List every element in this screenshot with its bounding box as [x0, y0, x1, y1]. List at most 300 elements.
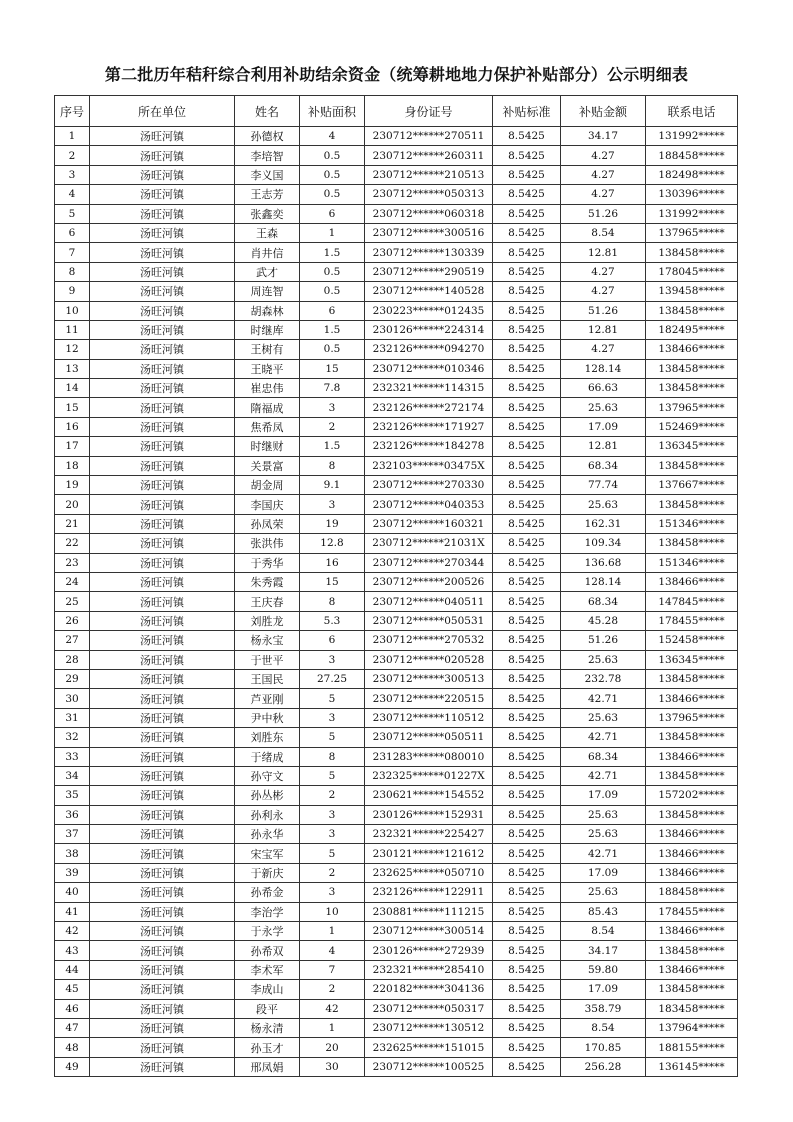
id-number-cell: 230712******040511	[365, 592, 493, 611]
phone-cell: 137964*****	[646, 1018, 738, 1037]
name-cell: 李培智	[235, 146, 300, 165]
standard-cell: 8.5425	[493, 592, 561, 611]
area-cell: 0.5	[300, 185, 365, 204]
standard-cell: 8.5425	[493, 1038, 561, 1057]
phone-cell: 138466*****	[646, 340, 738, 359]
phone-cell: 152469*****	[646, 417, 738, 436]
amount-cell: 42.71	[561, 689, 646, 708]
unit-cell: 汤旺河镇	[90, 650, 235, 669]
serial-cell: 20	[55, 495, 90, 514]
id-number-cell: 230712******270532	[365, 631, 493, 650]
id-number-cell: 230712******100525	[365, 1057, 493, 1076]
standard-cell: 8.5425	[493, 379, 561, 398]
standard-cell: 8.5425	[493, 825, 561, 844]
serial-cell: 33	[55, 747, 90, 766]
amount-cell: 42.71	[561, 728, 646, 747]
area-cell: 27.25	[300, 669, 365, 688]
table-row	[55, 185, 738, 204]
name-cell: 孙利永	[235, 805, 300, 824]
area-cell: 1	[300, 223, 365, 242]
unit-cell: 汤旺河镇	[90, 844, 235, 863]
amount-cell: 4.27	[561, 262, 646, 281]
id-number-cell: 230712******300513	[365, 669, 493, 688]
phone-cell: 138458*****	[646, 669, 738, 688]
serial-cell: 13	[55, 359, 90, 378]
name-cell: 杨永宝	[235, 631, 300, 650]
id-number-cell: 232321******114315	[365, 379, 493, 398]
phone-cell: 157202*****	[646, 786, 738, 805]
serial-cell: 5	[55, 204, 90, 223]
id-number-cell: 230712******210513	[365, 165, 493, 184]
name-cell: 朱秀霞	[235, 572, 300, 591]
area-cell: 2	[300, 980, 365, 999]
standard-cell: 8.5425	[493, 320, 561, 339]
table-row	[55, 766, 738, 785]
serial-cell: 2	[55, 146, 90, 165]
phone-cell: 137667*****	[646, 476, 738, 495]
area-cell: 9.1	[300, 476, 365, 495]
area-cell: 19	[300, 514, 365, 533]
amount-cell: 68.34	[561, 456, 646, 475]
amount-cell: 232.78	[561, 669, 646, 688]
header-unit: 所在单位	[90, 96, 235, 127]
amount-cell: 256.28	[561, 1057, 646, 1076]
unit-cell: 汤旺河镇	[90, 883, 235, 902]
area-cell: 8	[300, 456, 365, 475]
unit-cell: 汤旺河镇	[90, 282, 235, 301]
phone-cell: 138458*****	[646, 766, 738, 785]
area-cell: 5	[300, 728, 365, 747]
standard-cell: 8.5425	[493, 650, 561, 669]
id-number-cell: 230712******040353	[365, 495, 493, 514]
phone-cell: 182495*****	[646, 320, 738, 339]
id-number-cell: 230712******050313	[365, 185, 493, 204]
serial-cell: 15	[55, 398, 90, 417]
phone-cell: 137965*****	[646, 708, 738, 727]
table-row	[55, 359, 738, 378]
amount-cell: 4.27	[561, 165, 646, 184]
table-row	[55, 476, 738, 495]
header-subsidy-area: 补贴面积	[300, 96, 365, 127]
table-row	[55, 728, 738, 747]
id-number-cell: 232126******122911	[365, 883, 493, 902]
area-cell: 0.5	[300, 340, 365, 359]
name-cell: 崔忠伟	[235, 379, 300, 398]
area-cell: 42	[300, 999, 365, 1018]
unit-cell: 汤旺河镇	[90, 495, 235, 514]
area-cell: 4	[300, 127, 365, 146]
name-cell: 芦亚刚	[235, 689, 300, 708]
table-row	[55, 863, 738, 882]
unit-cell: 汤旺河镇	[90, 1018, 235, 1037]
header-subsidy-standard: 补贴标准	[493, 96, 561, 127]
serial-cell: 7	[55, 243, 90, 262]
id-number-cell: 232126******171927	[365, 417, 493, 436]
amount-cell: 34.17	[561, 941, 646, 960]
table-row	[55, 127, 738, 146]
table-row	[55, 223, 738, 242]
id-number-cell: 230712******200526	[365, 572, 493, 591]
serial-cell: 8	[55, 262, 90, 281]
amount-cell: 25.63	[561, 398, 646, 417]
name-cell: 于永学	[235, 922, 300, 941]
name-cell: 李成山	[235, 980, 300, 999]
name-cell: 于绪成	[235, 747, 300, 766]
area-cell: 0.5	[300, 282, 365, 301]
area-cell: 7	[300, 960, 365, 979]
name-cell: 宋宝军	[235, 844, 300, 863]
standard-cell: 8.5425	[493, 766, 561, 785]
area-cell: 30	[300, 1057, 365, 1076]
serial-cell: 16	[55, 417, 90, 436]
standard-cell: 8.5425	[493, 708, 561, 727]
serial-cell: 28	[55, 650, 90, 669]
phone-cell: 138466*****	[646, 825, 738, 844]
amount-cell: 51.26	[561, 301, 646, 320]
id-number-cell: 220182******304136	[365, 980, 493, 999]
area-cell: 1.5	[300, 320, 365, 339]
unit-cell: 汤旺河镇	[90, 747, 235, 766]
table-row	[55, 282, 738, 301]
name-cell: 段平	[235, 999, 300, 1018]
serial-cell: 42	[55, 922, 90, 941]
amount-cell: 109.34	[561, 534, 646, 553]
table-row	[55, 262, 738, 281]
table-row	[55, 960, 738, 979]
amount-cell: 17.09	[561, 417, 646, 436]
amount-cell: 8.54	[561, 223, 646, 242]
amount-cell: 68.34	[561, 592, 646, 611]
table-row	[55, 689, 738, 708]
standard-cell: 8.5425	[493, 805, 561, 824]
standard-cell: 8.5425	[493, 534, 561, 553]
serial-cell: 18	[55, 456, 90, 475]
table-row	[55, 165, 738, 184]
id-number-cell: 232126******272174	[365, 398, 493, 417]
area-cell: 4	[300, 941, 365, 960]
phone-cell: 131992*****	[646, 204, 738, 223]
id-number-cell: 230712******220515	[365, 689, 493, 708]
name-cell: 李国庆	[235, 495, 300, 514]
serial-cell: 48	[55, 1038, 90, 1057]
name-cell: 李义国	[235, 165, 300, 184]
phone-cell: 131992*****	[646, 127, 738, 146]
name-cell: 时继财	[235, 437, 300, 456]
table-row	[55, 669, 738, 688]
unit-cell: 汤旺河镇	[90, 165, 235, 184]
phone-cell: 138466*****	[646, 863, 738, 882]
standard-cell: 8.5425	[493, 999, 561, 1018]
table-row	[55, 708, 738, 727]
serial-cell: 32	[55, 728, 90, 747]
unit-cell: 汤旺河镇	[90, 728, 235, 747]
phone-cell: 138466*****	[646, 747, 738, 766]
serial-cell: 45	[55, 980, 90, 999]
serial-cell: 21	[55, 514, 90, 533]
serial-cell: 3	[55, 165, 90, 184]
name-cell: 时继库	[235, 320, 300, 339]
table-row	[55, 999, 738, 1018]
area-cell: 0.5	[300, 146, 365, 165]
serial-cell: 34	[55, 766, 90, 785]
standard-cell: 8.5425	[493, 941, 561, 960]
phone-cell: 178455*****	[646, 611, 738, 630]
unit-cell: 汤旺河镇	[90, 592, 235, 611]
amount-cell: 8.54	[561, 922, 646, 941]
area-cell: 3	[300, 805, 365, 824]
table-row	[55, 1018, 738, 1037]
id-number-cell: 230712******140528	[365, 282, 493, 301]
area-cell: 6	[300, 204, 365, 223]
name-cell: 杨永清	[235, 1018, 300, 1037]
table-row	[55, 204, 738, 223]
serial-cell: 26	[55, 611, 90, 630]
area-cell: 8	[300, 747, 365, 766]
name-cell: 于新庆	[235, 863, 300, 882]
name-cell: 刘胜东	[235, 728, 300, 747]
standard-cell: 8.5425	[493, 262, 561, 281]
phone-cell: 137965*****	[646, 223, 738, 242]
amount-cell: 17.09	[561, 786, 646, 805]
unit-cell: 汤旺河镇	[90, 340, 235, 359]
phone-cell: 138466*****	[646, 572, 738, 591]
document-title: 第二批历年秸秆综合利用补助结余资金（统筹耕地地力保护补贴部分）公示明细表	[104, 65, 689, 84]
serial-cell: 22	[55, 534, 90, 553]
phone-cell: 178045*****	[646, 262, 738, 281]
area-cell: 2	[300, 863, 365, 882]
amount-cell: 42.71	[561, 844, 646, 863]
unit-cell: 汤旺河镇	[90, 941, 235, 960]
amount-cell: 4.27	[561, 282, 646, 301]
serial-cell: 39	[55, 863, 90, 882]
phone-cell: 188458*****	[646, 146, 738, 165]
table-row	[55, 243, 738, 262]
unit-cell: 汤旺河镇	[90, 359, 235, 378]
unit-cell: 汤旺河镇	[90, 669, 235, 688]
table-row	[55, 941, 738, 960]
phone-cell: 138458*****	[646, 805, 738, 824]
area-cell: 6	[300, 301, 365, 320]
unit-cell: 汤旺河镇	[90, 417, 235, 436]
amount-cell: 25.63	[561, 650, 646, 669]
standard-cell: 8.5425	[493, 165, 561, 184]
unit-cell: 汤旺河镇	[90, 611, 235, 630]
id-number-cell: 230712******050511	[365, 728, 493, 747]
table-row	[55, 650, 738, 669]
standard-cell: 8.5425	[493, 417, 561, 436]
table-row	[55, 883, 738, 902]
unit-cell: 汤旺河镇	[90, 766, 235, 785]
phone-cell: 137965*****	[646, 398, 738, 417]
id-number-cell: 230712******21031X	[365, 534, 493, 553]
table-row	[55, 805, 738, 824]
name-cell: 刘胜龙	[235, 611, 300, 630]
phone-cell: 183458*****	[646, 999, 738, 1018]
phone-cell: 147845*****	[646, 592, 738, 611]
unit-cell: 汤旺河镇	[90, 204, 235, 223]
area-cell: 3	[300, 650, 365, 669]
id-number-cell: 230712******010346	[365, 359, 493, 378]
serial-cell: 12	[55, 340, 90, 359]
area-cell: 3	[300, 398, 365, 417]
table-row	[55, 747, 738, 766]
name-cell: 王森	[235, 223, 300, 242]
unit-cell: 汤旺河镇	[90, 999, 235, 1018]
serial-cell: 11	[55, 320, 90, 339]
name-cell: 胡金周	[235, 476, 300, 495]
name-cell: 邢凤娟	[235, 1057, 300, 1076]
area-cell: 3	[300, 708, 365, 727]
amount-cell: 17.09	[561, 980, 646, 999]
unit-cell: 汤旺河镇	[90, 922, 235, 941]
phone-cell: 188155*****	[646, 1038, 738, 1057]
area-cell: 0.5	[300, 262, 365, 281]
unit-cell: 汤旺河镇	[90, 301, 235, 320]
id-number-cell: 230712******050531	[365, 611, 493, 630]
amount-cell: 51.26	[561, 204, 646, 223]
table-row	[55, 631, 738, 650]
table-row	[55, 301, 738, 320]
phone-cell: 151346*****	[646, 514, 738, 533]
amount-cell: 77.74	[561, 476, 646, 495]
area-cell: 15	[300, 359, 365, 378]
name-cell: 孙守文	[235, 766, 300, 785]
name-cell: 孙玉才	[235, 1038, 300, 1057]
unit-cell: 汤旺河镇	[90, 689, 235, 708]
table-row	[55, 786, 738, 805]
amount-cell: 59.80	[561, 960, 646, 979]
table-row	[55, 980, 738, 999]
standard-cell: 8.5425	[493, 669, 561, 688]
area-cell: 20	[300, 1038, 365, 1057]
amount-cell: 25.63	[561, 495, 646, 514]
subsidy-table	[54, 95, 738, 1077]
table-row	[55, 379, 738, 398]
table-row	[55, 1057, 738, 1076]
id-number-cell: 232325******01227X	[365, 766, 493, 785]
amount-cell: 12.81	[561, 243, 646, 262]
unit-cell: 汤旺河镇	[90, 534, 235, 553]
standard-cell: 8.5425	[493, 495, 561, 514]
unit-cell: 汤旺河镇	[90, 223, 235, 242]
phone-cell: 138458*****	[646, 941, 738, 960]
unit-cell: 汤旺河镇	[90, 185, 235, 204]
id-number-cell: 230712******260311	[365, 146, 493, 165]
name-cell: 孙永华	[235, 825, 300, 844]
serial-cell: 14	[55, 379, 90, 398]
serial-cell: 46	[55, 999, 90, 1018]
name-cell: 王国民	[235, 669, 300, 688]
area-cell: 8	[300, 592, 365, 611]
standard-cell: 8.5425	[493, 1018, 561, 1037]
table-row	[55, 534, 738, 553]
standard-cell: 8.5425	[493, 223, 561, 242]
phone-cell: 138458*****	[646, 495, 738, 514]
id-number-cell: 230712******050317	[365, 999, 493, 1018]
amount-cell: 17.09	[561, 863, 646, 882]
name-cell: 孙德权	[235, 127, 300, 146]
id-number-cell: 230712******270511	[365, 127, 493, 146]
standard-cell: 8.5425	[493, 243, 561, 262]
phone-cell: 138466*****	[646, 922, 738, 941]
table-body	[55, 127, 738, 1077]
id-number-cell: 230712******290519	[365, 262, 493, 281]
serial-cell: 24	[55, 572, 90, 591]
id-number-cell: 230712******300516	[365, 223, 493, 242]
phone-cell: 136345*****	[646, 437, 738, 456]
amount-cell: 25.63	[561, 825, 646, 844]
table-header-row	[55, 96, 738, 127]
phone-cell: 138466*****	[646, 960, 738, 979]
table-row	[55, 340, 738, 359]
amount-cell: 25.63	[561, 805, 646, 824]
area-cell: 1	[300, 922, 365, 941]
amount-cell: 34.17	[561, 127, 646, 146]
serial-cell: 30	[55, 689, 90, 708]
amount-cell: 4.27	[561, 185, 646, 204]
name-cell: 李术军	[235, 960, 300, 979]
serial-cell: 27	[55, 631, 90, 650]
name-cell: 孙希金	[235, 883, 300, 902]
standard-cell: 8.5425	[493, 146, 561, 165]
standard-cell: 8.5425	[493, 572, 561, 591]
name-cell: 焦希凤	[235, 417, 300, 436]
name-cell: 王志芳	[235, 185, 300, 204]
amount-cell: 4.27	[561, 146, 646, 165]
serial-cell: 40	[55, 883, 90, 902]
phone-cell: 138458*****	[646, 301, 738, 320]
name-cell: 张鑫奕	[235, 204, 300, 223]
header-subsidy-amount: 补贴金额	[561, 96, 646, 127]
area-cell: 3	[300, 495, 365, 514]
id-number-cell: 230126******224314	[365, 320, 493, 339]
name-cell: 周连智	[235, 282, 300, 301]
phone-cell: 182498*****	[646, 165, 738, 184]
id-number-cell: 230126******152931	[365, 805, 493, 824]
table-row	[55, 611, 738, 630]
standard-cell: 8.5425	[493, 747, 561, 766]
table-row	[55, 1038, 738, 1057]
standard-cell: 8.5425	[493, 282, 561, 301]
phone-cell: 136145*****	[646, 1057, 738, 1076]
amount-cell: 66.63	[561, 379, 646, 398]
id-number-cell: 230121******121612	[365, 844, 493, 863]
table-row	[55, 844, 738, 863]
serial-cell: 36	[55, 805, 90, 824]
unit-cell: 汤旺河镇	[90, 553, 235, 572]
area-cell: 5	[300, 766, 365, 785]
unit-cell: 汤旺河镇	[90, 902, 235, 921]
name-cell: 张洪伟	[235, 534, 300, 553]
unit-cell: 汤旺河镇	[90, 476, 235, 495]
phone-cell: 138466*****	[646, 844, 738, 863]
table-row	[55, 320, 738, 339]
standard-cell: 8.5425	[493, 728, 561, 747]
area-cell: 1.5	[300, 437, 365, 456]
standard-cell: 8.5425	[493, 689, 561, 708]
serial-cell: 4	[55, 185, 90, 204]
phone-cell: 151346*****	[646, 553, 738, 572]
id-number-cell: 232321******225427	[365, 825, 493, 844]
header-phone: 联系电话	[646, 96, 738, 127]
id-number-cell: 232103******03475X	[365, 456, 493, 475]
unit-cell: 汤旺河镇	[90, 572, 235, 591]
area-cell: 3	[300, 825, 365, 844]
id-number-cell: 230712******300514	[365, 922, 493, 941]
amount-cell: 12.81	[561, 320, 646, 339]
amount-cell: 128.14	[561, 359, 646, 378]
id-number-cell: 230881******111215	[365, 902, 493, 921]
